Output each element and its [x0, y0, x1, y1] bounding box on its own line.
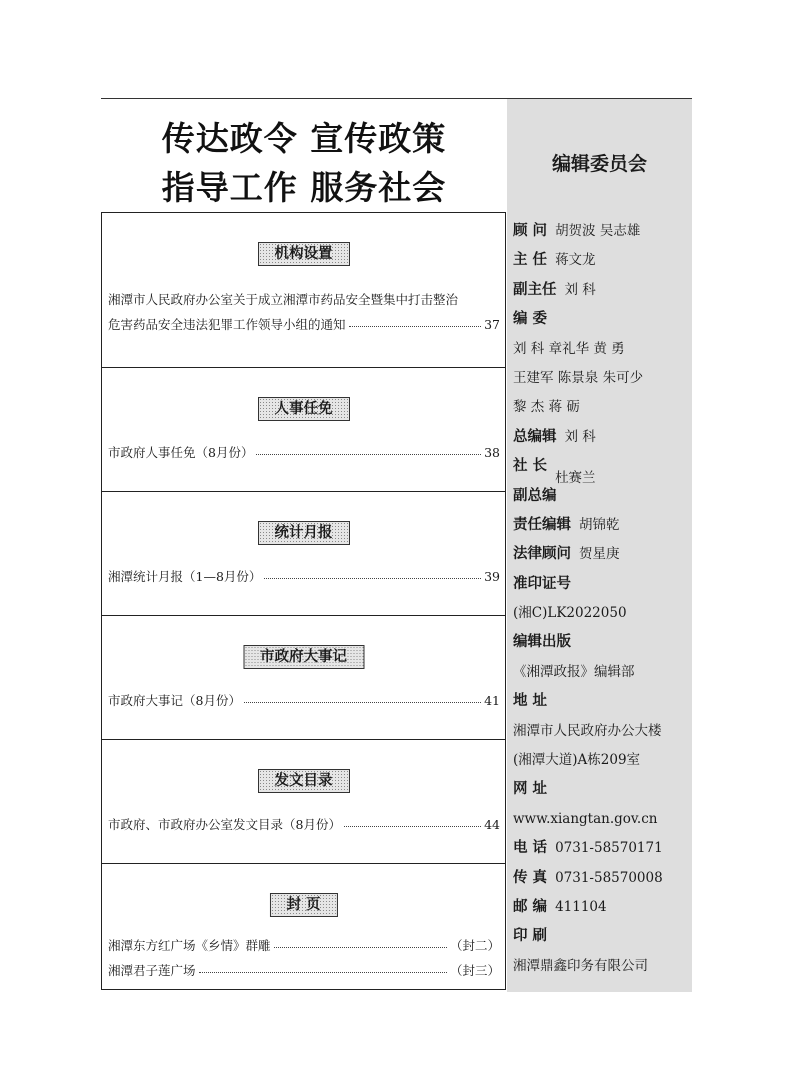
section-heading: 封 页	[269, 893, 337, 917]
toc-entry-title: 湘潭统计月报（1—8月份）	[108, 569, 262, 584]
board-line-value: 刘 科	[564, 281, 596, 298]
board-line-value: 湘潭市人民政府办公大楼	[513, 722, 662, 739]
toc-entry-title-line-1: 湘潭市人民政府办公室关于成立湘潭市药品安全暨集中打击整治	[108, 292, 459, 307]
toc-entry-title: 市政府、市政府办公室发文目录（8月份）	[108, 817, 341, 832]
board-line	[513, 217, 691, 246]
board-line-label: 网 址	[513, 781, 548, 798]
slogan-line-1: 传达政令 宣传政策	[161, 119, 447, 158]
board-line	[513, 305, 691, 334]
toc-entry-title: 湘潭君子莲广场	[108, 963, 196, 978]
board-line	[513, 452, 691, 487]
board-line-label: 副主任	[513, 281, 557, 298]
board-line-value: 411104	[555, 898, 607, 915]
section-heading: 市政府大事记	[243, 645, 364, 669]
dot-leader	[264, 578, 481, 579]
board-line-value: www.xiangtan.gov.cn	[513, 810, 658, 827]
board-line	[513, 805, 691, 834]
board-line	[513, 717, 691, 746]
board-line	[513, 775, 691, 804]
dot-leader	[344, 826, 481, 827]
toc-section	[102, 213, 505, 368]
editorial-board-list	[513, 217, 691, 981]
toc-entry-page: （封三）	[449, 963, 500, 978]
toc-entry-title-line-2: 危害药品安全违法犯罪工作领导小组的通知	[108, 317, 346, 332]
board-line	[513, 628, 691, 657]
board-line	[513, 511, 691, 540]
toc-section	[102, 368, 505, 492]
section-heading: 机构设置	[258, 242, 350, 266]
board-line-value: 蒋文龙	[555, 252, 596, 269]
board-line-label: 顾 问	[513, 223, 548, 239]
toc-entry-title: 市政府大事记（8月份）	[108, 693, 241, 708]
board-line	[513, 834, 691, 863]
board-line	[513, 746, 691, 775]
board-line-label: 责任编辑	[513, 516, 571, 533]
toc-entry[interactable]	[108, 567, 500, 585]
board-line-value: 0731-58570171	[555, 840, 663, 857]
dot-leader	[244, 702, 481, 703]
board-line-label: 印 刷	[513, 928, 548, 945]
toc-entry[interactable]	[108, 961, 500, 979]
toc-entry-page: 44	[484, 816, 500, 832]
board-line-value: 王建军 陈景泉 朱可少	[513, 369, 644, 386]
board-line-value: 黎 杰 蒋 砺	[513, 399, 580, 416]
board-line-value: 刘 科 章礼华 黄 勇	[513, 340, 625, 357]
toc-entry-page: 38	[484, 444, 500, 460]
slogan	[101, 114, 507, 212]
board-line-value: 杜赛兰	[555, 470, 596, 487]
board-line-label: 传 真	[513, 869, 548, 886]
board-line	[513, 687, 691, 716]
board-line-value: (湘潭大道)A栋209室	[513, 752, 641, 769]
toc-entry[interactable]	[108, 287, 500, 337]
board-line	[513, 540, 691, 569]
board-line	[513, 893, 691, 922]
board-line	[513, 246, 691, 275]
editorial-board-title: 编辑委员会	[551, 153, 647, 175]
toc-entry-page: 37	[484, 317, 500, 332]
board-line-label: 总编辑	[513, 428, 557, 445]
toc-entry-page: （封二）	[449, 938, 500, 953]
board-line-label: 编辑出版	[513, 634, 571, 651]
board-line	[513, 658, 691, 687]
board-line-label: 准印证号	[513, 575, 571, 592]
board-line	[513, 482, 691, 511]
toc-section	[102, 616, 505, 740]
board-line	[513, 335, 691, 364]
board-line-label: 编 委	[513, 311, 548, 328]
board-line-label: 法律顾问	[513, 546, 571, 563]
board-line-value: 贺星庚	[579, 546, 620, 563]
toc-entry[interactable]	[108, 815, 500, 833]
board-line-value: 《湘潭政报》编辑部	[513, 663, 635, 680]
toc-entry-page: 39	[484, 568, 500, 584]
board-line	[513, 423, 691, 452]
dot-leader	[256, 454, 481, 455]
board-line-value: 0731-58570008	[555, 869, 663, 886]
board-line	[513, 599, 691, 628]
toc-entry[interactable]	[108, 443, 500, 461]
board-line	[513, 864, 691, 893]
toc-entry-title: 湘潭东方红广场《乡情》群雕	[108, 938, 271, 953]
board-line-label: 副总编	[513, 487, 557, 504]
board-line-label: 主 任	[513, 252, 548, 269]
dot-leader	[274, 947, 447, 948]
toc-entry[interactable]	[108, 936, 500, 954]
toc-section	[102, 492, 505, 616]
board-line-label: 邮 编	[513, 898, 548, 915]
board-line-value: 胡贺波 吴志雄	[555, 223, 641, 239]
dot-leader	[349, 326, 482, 327]
toc-entry-page: 41	[484, 692, 500, 708]
board-line-value: 胡锦乾	[579, 516, 620, 533]
board-line	[513, 276, 691, 305]
table-of-contents	[101, 212, 506, 990]
board-line-value: 刘 科	[564, 428, 596, 445]
toc-entry-title: 市政府人事任免（8月份）	[108, 445, 254, 460]
toc-section	[102, 740, 505, 864]
board-line-value: (湘C)LK2022050	[513, 605, 627, 622]
board-line	[513, 952, 691, 981]
board-line	[513, 570, 691, 599]
board-line-label: 地 址	[513, 693, 548, 710]
board-line	[513, 364, 691, 393]
toc-section	[102, 864, 505, 988]
dot-leader	[199, 972, 447, 973]
section-heading: 人事任免	[258, 397, 350, 421]
board-line	[513, 393, 691, 422]
toc-entry[interactable]	[108, 691, 500, 709]
section-heading: 统计月报	[258, 521, 350, 545]
editorial-board-panel	[507, 99, 692, 992]
board-line-label: 社 长	[513, 458, 548, 475]
slogan-line-2: 指导工作 服务社会	[161, 168, 447, 207]
section-heading: 发文目录	[258, 769, 350, 793]
board-line	[513, 922, 691, 951]
board-line-value: 湘潭鼎鑫印务有限公司	[513, 957, 648, 974]
board-line-label: 电 话	[513, 840, 548, 857]
